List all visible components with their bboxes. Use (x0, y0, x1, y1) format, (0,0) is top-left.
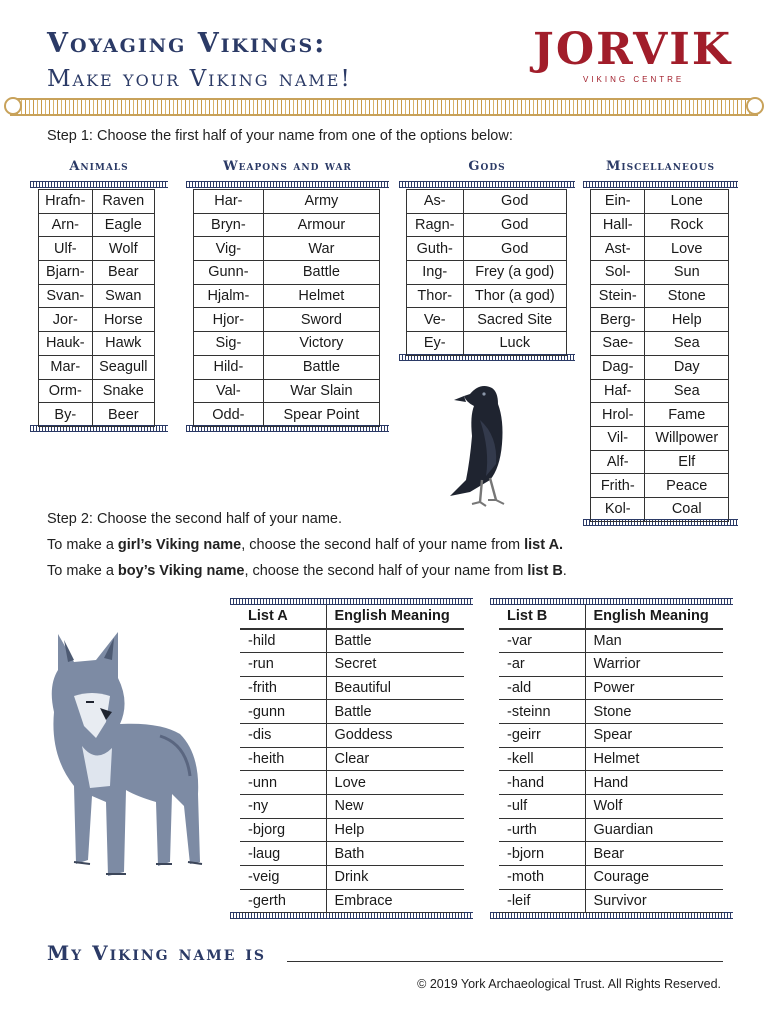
table-row (407, 284, 567, 308)
table-row (194, 355, 380, 379)
english-meaning: God (463, 213, 566, 237)
name-prefix: Ragn- (407, 213, 464, 237)
name-suffix: -frith (240, 676, 326, 700)
table-row (240, 818, 464, 842)
name-prefix: Odd- (194, 403, 264, 427)
english-meaning: Hawk (92, 332, 154, 356)
table-row (591, 213, 729, 237)
english-meaning: Swan (92, 284, 154, 308)
table-row (39, 213, 155, 237)
category-weapons: Weapons and war (223, 159, 352, 174)
english-meaning: Hand (585, 771, 723, 795)
name-prefix: Ve- (407, 308, 464, 332)
name-suffix: -heith (240, 747, 326, 771)
table-row (591, 474, 729, 498)
rune-border (490, 598, 733, 605)
name-prefix: Ast- (591, 237, 645, 261)
english-meaning: Beautiful (326, 676, 464, 700)
english-meaning: Seagull (92, 355, 154, 379)
english-meaning: Survivor (585, 889, 723, 913)
table-row (240, 629, 464, 653)
category-gods: Gods (468, 159, 506, 174)
column-header: English Meaning (326, 605, 464, 629)
wolf-illustration (40, 626, 210, 888)
english-meaning: Bear (92, 261, 154, 285)
name-prefix: Mar- (39, 355, 93, 379)
name-prefix: Sae- (591, 332, 645, 356)
rune-border (399, 181, 575, 188)
name-suffix: -urth (499, 818, 585, 842)
english-meaning: War (263, 237, 379, 261)
english-meaning: Goddess (326, 723, 464, 747)
name-suffix: -unn (240, 771, 326, 795)
name-prefix: As- (407, 190, 464, 214)
english-meaning: Power (585, 676, 723, 700)
name-prefix: Hall- (591, 213, 645, 237)
english-meaning: Peace (645, 474, 729, 498)
name-prefix: Orm- (39, 379, 93, 403)
table-row (39, 355, 155, 379)
table-row (407, 332, 567, 356)
table-row (240, 676, 464, 700)
english-meaning: Willpower (645, 426, 729, 450)
english-meaning: Sacred Site (463, 308, 566, 332)
name-prefix: Guth- (407, 237, 464, 261)
list-b-table (499, 605, 723, 913)
english-meaning: Frey (a god) (463, 261, 566, 285)
table-row (194, 284, 380, 308)
name-prefix: Ey- (407, 332, 464, 356)
english-meaning: Battle (263, 261, 379, 285)
boy-name-instruction: To make a boy’s Viking name, choose the second half of your name from list B. (47, 563, 567, 579)
name-prefix: Kol- (591, 497, 645, 521)
english-meaning: Eagle (92, 213, 154, 237)
name-suffix: -ny (240, 795, 326, 819)
english-meaning: God (463, 237, 566, 261)
name-suffix: -kell (499, 747, 585, 771)
table-row (240, 723, 464, 747)
raven-illustration (440, 380, 532, 512)
name-suffix: -ar (499, 652, 585, 676)
table-row (591, 261, 729, 285)
english-meaning: Beer (92, 403, 154, 427)
name-prefix: Alf- (591, 450, 645, 474)
table-row (240, 866, 464, 890)
english-meaning: Help (645, 308, 729, 332)
english-meaning: New (326, 795, 464, 819)
english-meaning: Bear (585, 842, 723, 866)
title-line-2: Make your Viking name! (47, 66, 352, 92)
table-row (499, 795, 723, 819)
english-meaning: Guardian (585, 818, 723, 842)
english-meaning: Help (326, 818, 464, 842)
english-meaning: Battle (326, 700, 464, 724)
table-row (499, 676, 723, 700)
english-meaning: Stone (645, 284, 729, 308)
category-misc: Miscellaneous (605, 159, 716, 174)
english-meaning: Wolf (92, 237, 154, 261)
name-prefix: Hrafn- (39, 190, 93, 214)
english-meaning: Helmet (263, 284, 379, 308)
name-suffix: -dis (240, 723, 326, 747)
table-row (407, 190, 567, 214)
english-meaning: Bath (326, 842, 464, 866)
name-prefix: Frith- (591, 474, 645, 498)
name-prefix: Ing- (407, 261, 464, 285)
english-meaning: God (463, 190, 566, 214)
name-prefix: Hjalm- (194, 284, 264, 308)
english-meaning: War Slain (263, 379, 379, 403)
english-meaning: Courage (585, 866, 723, 890)
english-meaning: Lone (645, 190, 729, 214)
table-row (194, 379, 380, 403)
name-suffix: -var (499, 629, 585, 653)
english-meaning: Sea (645, 379, 729, 403)
table-row (39, 190, 155, 214)
name-writing-line[interactable] (287, 961, 723, 962)
english-meaning: Wolf (585, 795, 723, 819)
name-suffix: -geirr (499, 723, 585, 747)
name-prefix: Bryn- (194, 213, 264, 237)
name-suffix: -gunn (240, 700, 326, 724)
english-meaning: Elf (645, 450, 729, 474)
category-animals: Animals (69, 159, 129, 174)
name-prefix: Vil- (591, 426, 645, 450)
english-meaning: Victory (263, 332, 379, 356)
misc-table (590, 189, 729, 522)
name-suffix: -hild (240, 629, 326, 653)
name-prefix: Svan- (39, 284, 93, 308)
table-row (194, 190, 380, 214)
name-suffix: -bjorg (240, 818, 326, 842)
name-prefix: Thor- (407, 284, 464, 308)
table-row (240, 700, 464, 724)
table-row (240, 889, 464, 913)
name-prefix: Gunn- (194, 261, 264, 285)
english-meaning: Luck (463, 332, 566, 356)
english-meaning: Horse (92, 308, 154, 332)
table-row (240, 842, 464, 866)
name-suffix: -gerth (240, 889, 326, 913)
table-row (499, 889, 723, 913)
english-meaning: Spear Point (263, 403, 379, 427)
table-header-row (240, 605, 464, 629)
english-meaning: Fame (645, 403, 729, 427)
table-row (591, 426, 729, 450)
girl-name-instruction: To make a girl’s Viking name, choose the second half of your name from list A. (47, 537, 564, 553)
english-meaning: Armour (263, 213, 379, 237)
logo-subtitle: VIKING CENTRE (583, 75, 685, 84)
english-meaning: Sun (645, 261, 729, 285)
table-row (194, 237, 380, 261)
english-meaning: Embrace (326, 889, 464, 913)
name-prefix: Dag- (591, 355, 645, 379)
table-row (39, 237, 155, 261)
table-row (194, 308, 380, 332)
table-row (194, 403, 380, 427)
table-header-row (499, 605, 723, 629)
table-row (39, 261, 155, 285)
english-meaning: Sword (263, 308, 379, 332)
english-meaning: Thor (a god) (463, 284, 566, 308)
jorvik-logo (533, 24, 733, 88)
table-row (39, 379, 155, 403)
english-meaning: Sea (645, 332, 729, 356)
table-row (591, 355, 729, 379)
name-prefix: Stein- (591, 284, 645, 308)
english-meaning: Love (645, 237, 729, 261)
english-meaning: Love (326, 771, 464, 795)
table-row (407, 308, 567, 332)
table-row (39, 332, 155, 356)
english-meaning: Warrior (585, 652, 723, 676)
english-meaning: Clear (326, 747, 464, 771)
english-meaning: Spear (585, 723, 723, 747)
name-suffix: -veig (240, 866, 326, 890)
table-row (240, 652, 464, 676)
table-row (591, 332, 729, 356)
name-prefix: Arn- (39, 213, 93, 237)
table-row (591, 497, 729, 521)
english-meaning: Coal (645, 497, 729, 521)
english-meaning: Rock (645, 213, 729, 237)
animals-table (38, 189, 155, 427)
name-prefix: Berg- (591, 308, 645, 332)
name-suffix: -steinn (499, 700, 585, 724)
table-row (499, 723, 723, 747)
table-row (240, 771, 464, 795)
column-header: English Meaning (585, 605, 723, 629)
table-row (499, 629, 723, 653)
table-row (407, 261, 567, 285)
table-row (499, 818, 723, 842)
name-prefix: Ein- (591, 190, 645, 214)
name-prefix: By- (39, 403, 93, 427)
name-prefix: Bjarn- (39, 261, 93, 285)
my-viking-name-label: My Viking name is (47, 941, 267, 965)
table-row (499, 700, 723, 724)
table-row (591, 237, 729, 261)
english-meaning: Drink (326, 866, 464, 890)
name-prefix: Ulf- (39, 237, 93, 261)
name-prefix: Haf- (591, 379, 645, 403)
name-suffix: -bjorn (499, 842, 585, 866)
name-suffix: -ulf (499, 795, 585, 819)
copyright-notice: © 2019 York Archaeological Trust. All Rights Reserved. (417, 977, 721, 991)
table-row (39, 284, 155, 308)
table-row (240, 795, 464, 819)
name-prefix: Sig- (194, 332, 264, 356)
table-row (499, 842, 723, 866)
english-meaning: Army (263, 190, 379, 214)
rune-border (30, 181, 168, 188)
name-prefix: Har- (194, 190, 264, 214)
rune-border (583, 181, 738, 188)
column-header: List B (499, 605, 585, 629)
name-prefix: Hjor- (194, 308, 264, 332)
table-row (591, 284, 729, 308)
table-row (499, 866, 723, 890)
english-meaning: Snake (92, 379, 154, 403)
name-prefix: Hauk- (39, 332, 93, 356)
table-row (39, 308, 155, 332)
name-prefix: Jor- (39, 308, 93, 332)
table-row (194, 261, 380, 285)
table-row (240, 747, 464, 771)
name-suffix: -leif (499, 889, 585, 913)
table-row (39, 403, 155, 427)
table-row (591, 403, 729, 427)
list-a-table (240, 605, 464, 913)
step-2-instruction: Step 2: Choose the second half of your name. (47, 511, 343, 527)
table-row (499, 747, 723, 771)
weapons-table (193, 189, 380, 427)
english-meaning: Secret (326, 652, 464, 676)
rune-border (186, 181, 389, 188)
name-prefix: Hrol- (591, 403, 645, 427)
rune-border (230, 598, 473, 605)
name-suffix: -moth (499, 866, 585, 890)
table-row (591, 379, 729, 403)
english-meaning: Raven (92, 190, 154, 214)
name-prefix: Val- (194, 379, 264, 403)
table-row (407, 237, 567, 261)
table-row (591, 190, 729, 214)
logo-name: JORVIK (533, 24, 733, 75)
english-meaning: Battle (326, 629, 464, 653)
name-prefix: Hild- (194, 355, 264, 379)
name-prefix: Sol- (591, 261, 645, 285)
name-prefix: Vig- (194, 237, 264, 261)
name-suffix: -hand (499, 771, 585, 795)
title-line-1: Voyaging Vikings: (47, 28, 327, 59)
name-suffix: -run (240, 652, 326, 676)
english-meaning: Stone (585, 700, 723, 724)
table-row (407, 213, 567, 237)
decorative-gold-border (10, 98, 758, 116)
table-row (194, 213, 380, 237)
table-row (194, 332, 380, 356)
english-meaning: Helmet (585, 747, 723, 771)
english-meaning: Battle (263, 355, 379, 379)
table-row (499, 771, 723, 795)
table-row (591, 308, 729, 332)
name-suffix: -laug (240, 842, 326, 866)
english-meaning: Man (585, 629, 723, 653)
table-row (591, 450, 729, 474)
gods-table (406, 189, 567, 356)
column-header: List A (240, 605, 326, 629)
step-1-instruction: Step 1: Choose the first half of your name from one of the options below: (47, 128, 513, 144)
table-row (499, 652, 723, 676)
name-suffix: -ald (499, 676, 585, 700)
english-meaning: Day (645, 355, 729, 379)
